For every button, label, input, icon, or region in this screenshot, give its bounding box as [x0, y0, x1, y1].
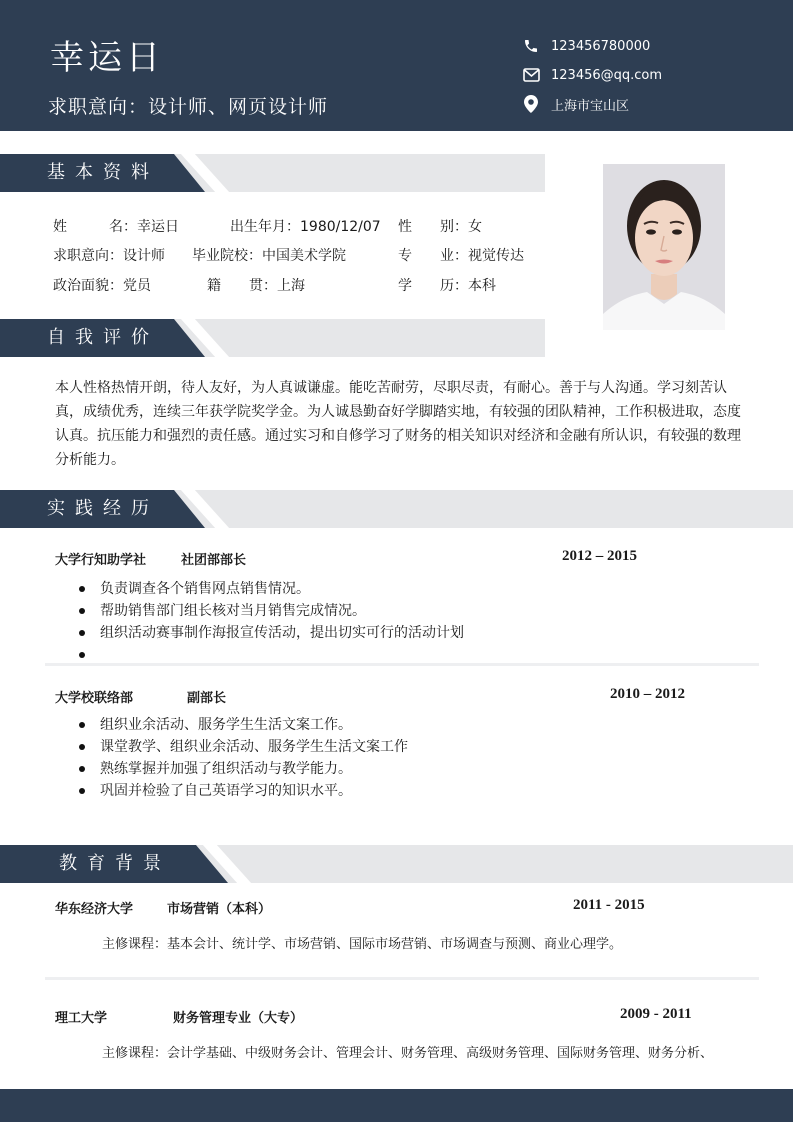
info-school: 毕业院校：中国美术学院	[192, 248, 346, 264]
practice-years: 2012 – 2015	[562, 548, 637, 564]
info-political: 政治面貌：党员	[53, 278, 151, 294]
practice-list	[78, 714, 408, 802]
resume-header	[0, 0, 793, 131]
footer-bar	[0, 1089, 793, 1122]
job-intent: 求职意向：设计师、网页设计师	[48, 96, 329, 118]
info-degree: 学 历：本科	[398, 278, 496, 294]
list-item: 熟练掌握并加强了组织活动与教学能力。	[78, 758, 408, 780]
practice-years: 2010 – 2012	[610, 686, 685, 702]
education-major: 财务管理专业（大专）	[173, 1011, 304, 1026]
practice-role: 社团部部长	[181, 553, 247, 568]
section-education	[0, 845, 793, 883]
divider	[45, 663, 759, 666]
contact-phone	[522, 35, 650, 57]
divider	[45, 977, 759, 980]
section-basic-info	[0, 154, 545, 192]
email-text: 123456@qq.com	[551, 67, 663, 83]
profile-photo	[603, 164, 725, 330]
list-item: 负责调查各个销售网点销售情况。	[78, 578, 464, 600]
contact-email	[522, 64, 662, 86]
location-pin-icon	[522, 95, 540, 113]
self-evaluation-text: 本人性格热情开朗，待人友好，为人真诚谦虚。能吃苦耐劳，尽职尽责，有耐心。善于与人沟通。学习刻苦认真，成绩优秀，连续三年获学院奖学金。为人诚恳勤奋好学脚踏实地，有较强的团队精神，工作积极进取，态度认真。抗压能力和强烈的责任感。通过实习和自修学习了财务的相关知识对经济和金融有所认识，有较强的数理分析能力。	[55, 380, 741, 468]
section-title-practice: 实践经历	[47, 498, 159, 519]
list-item: 巩固并检验了自己英语学习的知识水平。	[78, 780, 408, 802]
list-item: 组织活动赛事制作海报宣传活动，提出切实可行的活动计划	[78, 622, 464, 644]
practice-org: 大学校联络部	[55, 691, 134, 706]
phone-text: 123456780000	[551, 38, 651, 54]
practice-org: 大学行知助学社	[55, 553, 147, 568]
list-item: 组织业余活动、服务学生生活文案工作。	[78, 714, 408, 736]
address-text: 上海市宝山区	[551, 98, 630, 114]
info-origin: 籍 贯：上海	[207, 278, 305, 294]
practice-list	[78, 578, 464, 666]
section-practice	[0, 490, 793, 528]
list-item: 课堂教学、组织业余活动、服务学生生活文案工作	[78, 736, 408, 758]
envelope-icon	[522, 66, 540, 84]
section-self-evaluation	[0, 319, 545, 357]
list-item: 帮助销售部门组长核对当月销售完成情况。	[78, 600, 464, 622]
info-major: 专 业：视觉传达	[398, 248, 524, 264]
section-title-education: 教育背景	[59, 853, 171, 874]
practice-role: 副部长	[187, 691, 227, 706]
education-years: 2011 - 2015	[573, 897, 645, 913]
phone-icon	[522, 37, 540, 55]
education-courses: 主修课程：基本会计、统计学、市场营销、国际市场营销、市场调查与预测、商业心理学。	[102, 937, 623, 952]
info-birth: 出生年月：1980/12/07	[230, 219, 381, 235]
section-title-self: 自我评价	[47, 327, 159, 348]
info-intent: 求职意向：设计师	[53, 248, 165, 264]
contact-address	[522, 93, 629, 115]
education-courses: 主修课程：会计学基础、中级财务会计、管理会计、财务管理、高级财务管理、国际财务管理、财务分析、	[102, 1046, 714, 1061]
education-school: 华东经济大学	[55, 902, 134, 917]
education-school: 理工大学	[55, 1011, 108, 1026]
section-title-basic: 基本资料	[47, 162, 159, 183]
education-major: 市场营销（本科）	[167, 902, 272, 917]
info-name: 姓 名：幸运日	[53, 219, 179, 235]
candidate-name: 幸运日	[50, 38, 164, 78]
education-years: 2009 - 2011	[620, 1006, 692, 1022]
info-gender: 性 别：女	[398, 219, 482, 235]
